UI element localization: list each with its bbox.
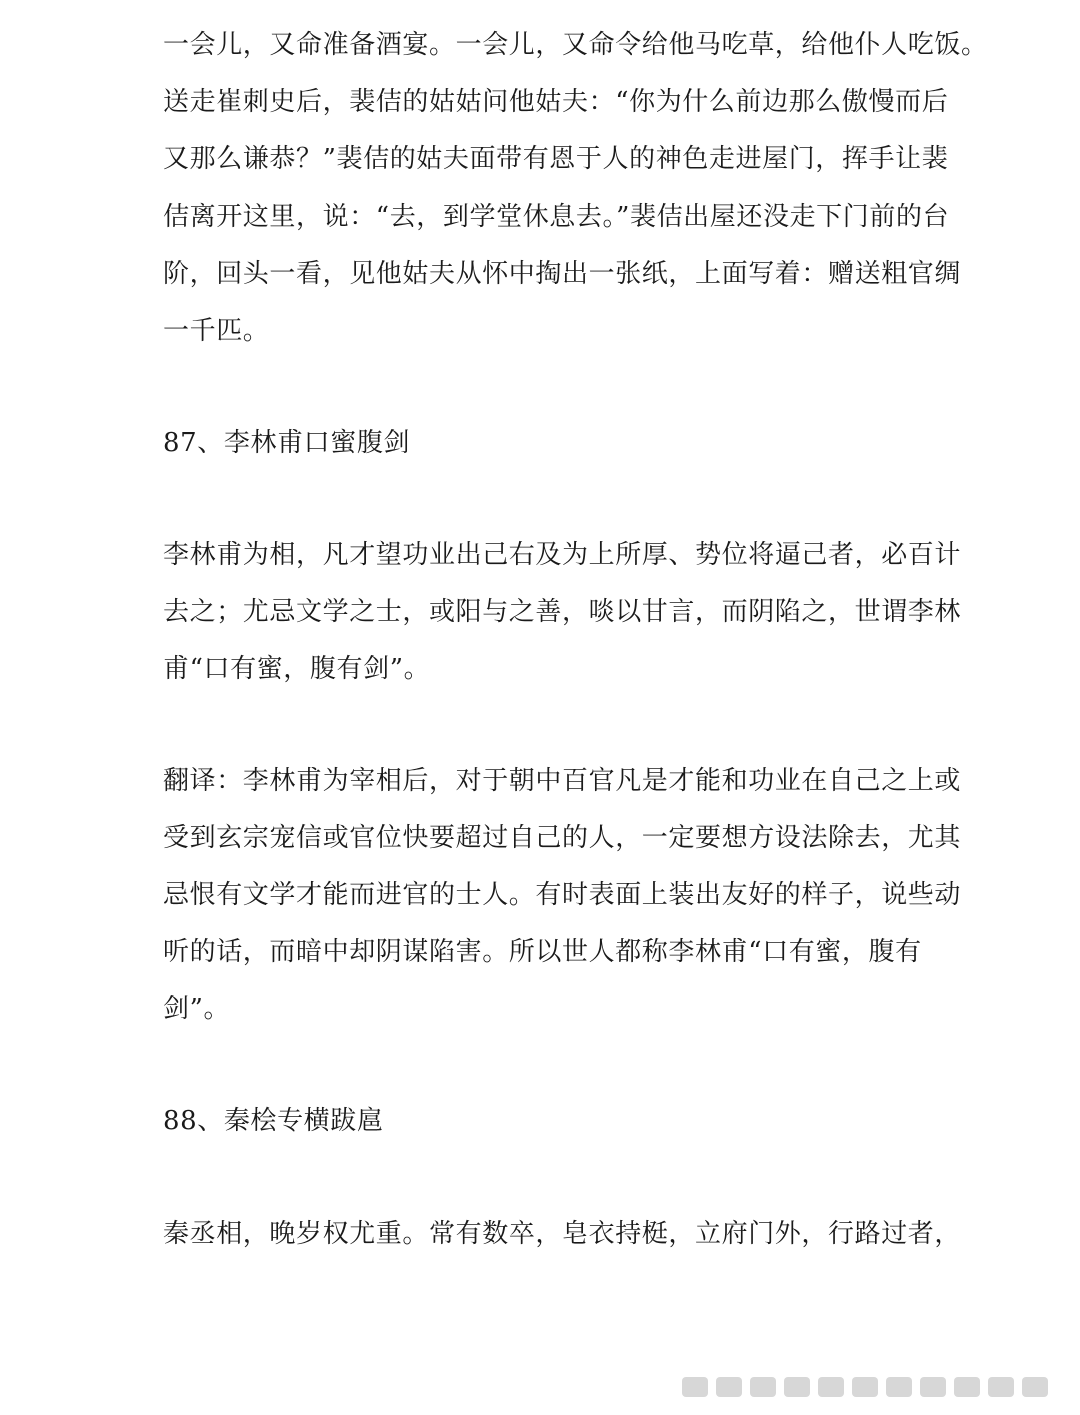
paragraph-line: 李林甫为相，凡才望功业出己右及为上所厚、势位将逼己者，必百计 <box>163 540 962 570</box>
paragraph-line: 去之；尤忌文学之士，或阳与之善，啖以甘言，而阴陷之，世谓李林 <box>163 597 962 627</box>
section-heading: 88、秦桧专横跋扈 <box>163 1106 384 1136</box>
paragraph-line: 一会儿，又命准备酒宴。一会儿，又命令给他马吃草，给他仆人吃饭。 <box>163 30 988 60</box>
paragraph-line: 送走崔刺史后，裴佶的姑姑问他姑夫：“你为什么前边那么傲慢而后 <box>163 87 949 117</box>
paragraph-line: 甫“口有蜜，腹有剑”。 <box>163 654 431 684</box>
watermark-logo <box>682 1373 1066 1401</box>
paragraph-line: 佶离开这里，说：“去，到学堂休息去。”裴佶出屋还没走下门前的台 <box>163 202 950 232</box>
section-heading: 87、李林甫口蜜腹剑 <box>163 428 411 458</box>
paragraph-line: 受到玄宗宠信或官位快要超过自己的人，一定要想方设法除去，尤其 <box>163 823 962 853</box>
paragraph-line: 翻译：李林甫为宰相后，对于朝中百官凡是才能和功业在自己之上或 <box>163 766 962 796</box>
paragraph-line: 又那么谦恭？”裴佶的姑夫面带有恩于人的神色走进屋门，挥手让裴 <box>163 144 949 174</box>
paragraph-line: 剑”。 <box>163 994 231 1024</box>
paragraph-line: 忌恨有文学才能而进官的士人。有时表面上装出友好的样子，说些动 <box>163 880 962 910</box>
paragraph-line: 秦丞相，晚岁权尤重。常有数卒，皂衣持梃，立府门外，行路过者， <box>163 1219 962 1249</box>
paragraph-line: 一千匹。 <box>163 316 270 346</box>
paragraph-line: 听的话，而暗中却阴谋陷害。所以世人都称李林甫“口有蜜，腹有 <box>163 937 922 967</box>
paragraph-line: 阶，回头一看，见他姑夫从怀中掏出一张纸，上面写着：赠送粗官绸 <box>163 259 962 289</box>
